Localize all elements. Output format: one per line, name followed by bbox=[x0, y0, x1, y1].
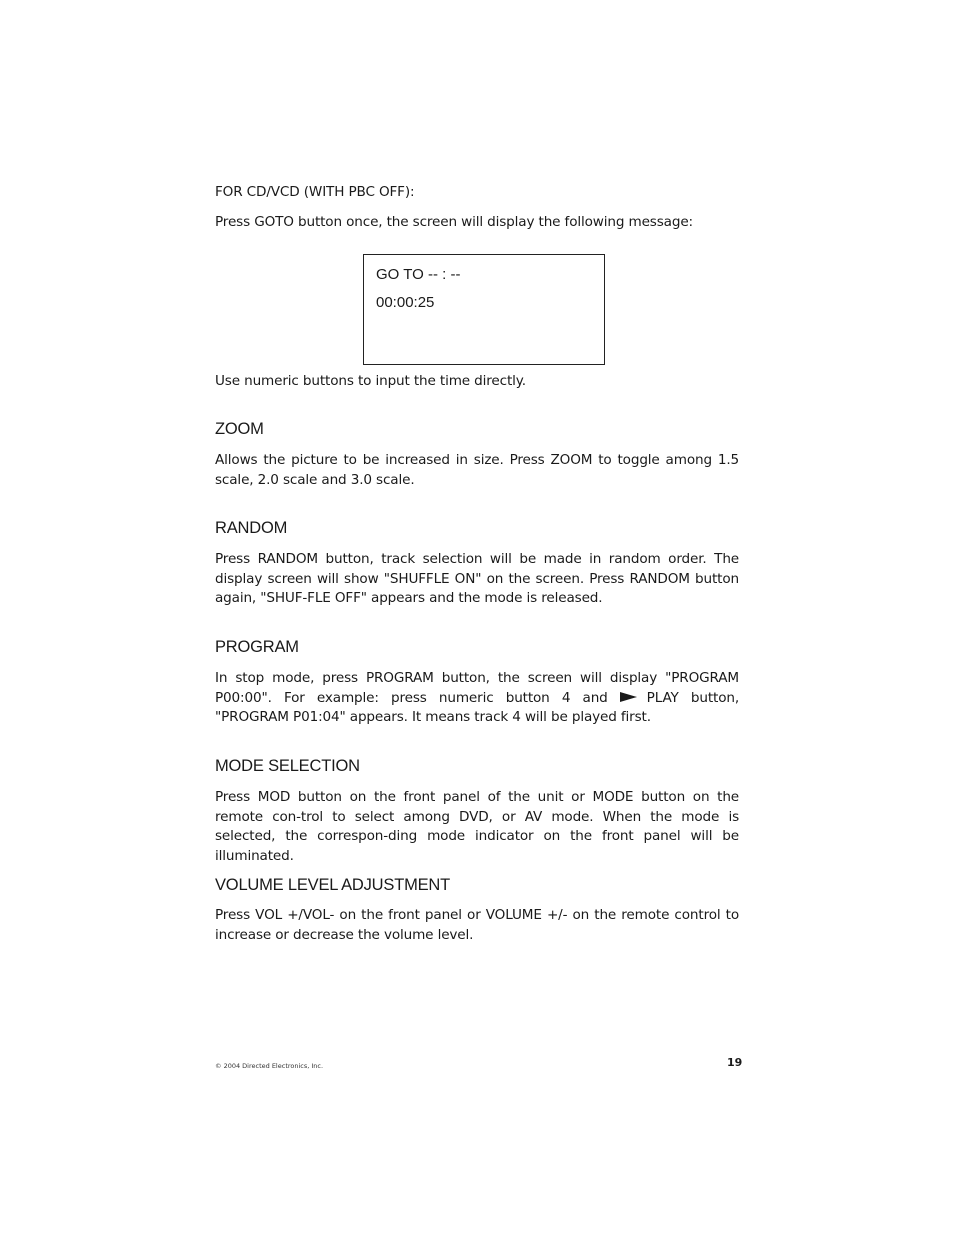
goto-display-box bbox=[363, 254, 605, 365]
goto-instruction: Press GOTO button once, the screen will display the following message: bbox=[215, 214, 693, 230]
goto-section-title: FOR CD/VCD (WITH PBC OFF): bbox=[215, 184, 415, 200]
program-text-before: In stop mode, press PROGRAM button, the screen will display "PROGRAM P00:00". For example: press numeric button 4 and bbox=[215, 670, 739, 706]
mode-selection-heading: MODE SELECTION bbox=[215, 757, 360, 775]
play-triangle-icon bbox=[620, 692, 637, 702]
volume-heading: VOLUME LEVEL ADJUSTMENT bbox=[215, 876, 451, 894]
program-text-after: PLAY button, "PROGRAM P01:04" appears. It means track 4 will be played first. bbox=[215, 689, 740, 726]
zoom-text: Allows the picture to be increased in size. Press ZOOM to toggle among 1.5 scale, 2.0 scale and 3.0 scale. bbox=[215, 452, 739, 488]
program-text bbox=[215, 669, 739, 728]
zoom-heading: ZOOM bbox=[215, 420, 264, 438]
goto-after-text: Use numeric buttons to input the time directly. bbox=[215, 373, 526, 389]
goto-display-line1: GO TO -- : -- bbox=[376, 266, 461, 283]
mode-selection-text: Press MOD button on the front panel of the unit or MODE button on the remote con-trol to select among DVD, or AV mode. When the mode is selected, the correspon-ding mode indicator on the front panel will be illuminated. bbox=[215, 789, 739, 864]
volume-text: Press VOL +/VOL- on the front panel or VOLUME +/- on the remote control to increase or decrease the volume level. bbox=[215, 907, 739, 943]
goto-display-line2: 00:00:25 bbox=[376, 294, 435, 311]
program-heading: PROGRAM bbox=[215, 638, 299, 656]
random-text: Press RANDOM button, track selection will be made in random order. The display screen will show "SHUFFLE ON" on the screen. Press RANDOM button again, "SHUF-FLE OFF" appears and the mode is released. bbox=[215, 551, 739, 607]
footer-copyright: © 2004 Directed Electronics, Inc. bbox=[215, 1062, 324, 1070]
page-number: 19 bbox=[727, 1056, 743, 1069]
random-heading: RANDOM bbox=[215, 519, 288, 537]
